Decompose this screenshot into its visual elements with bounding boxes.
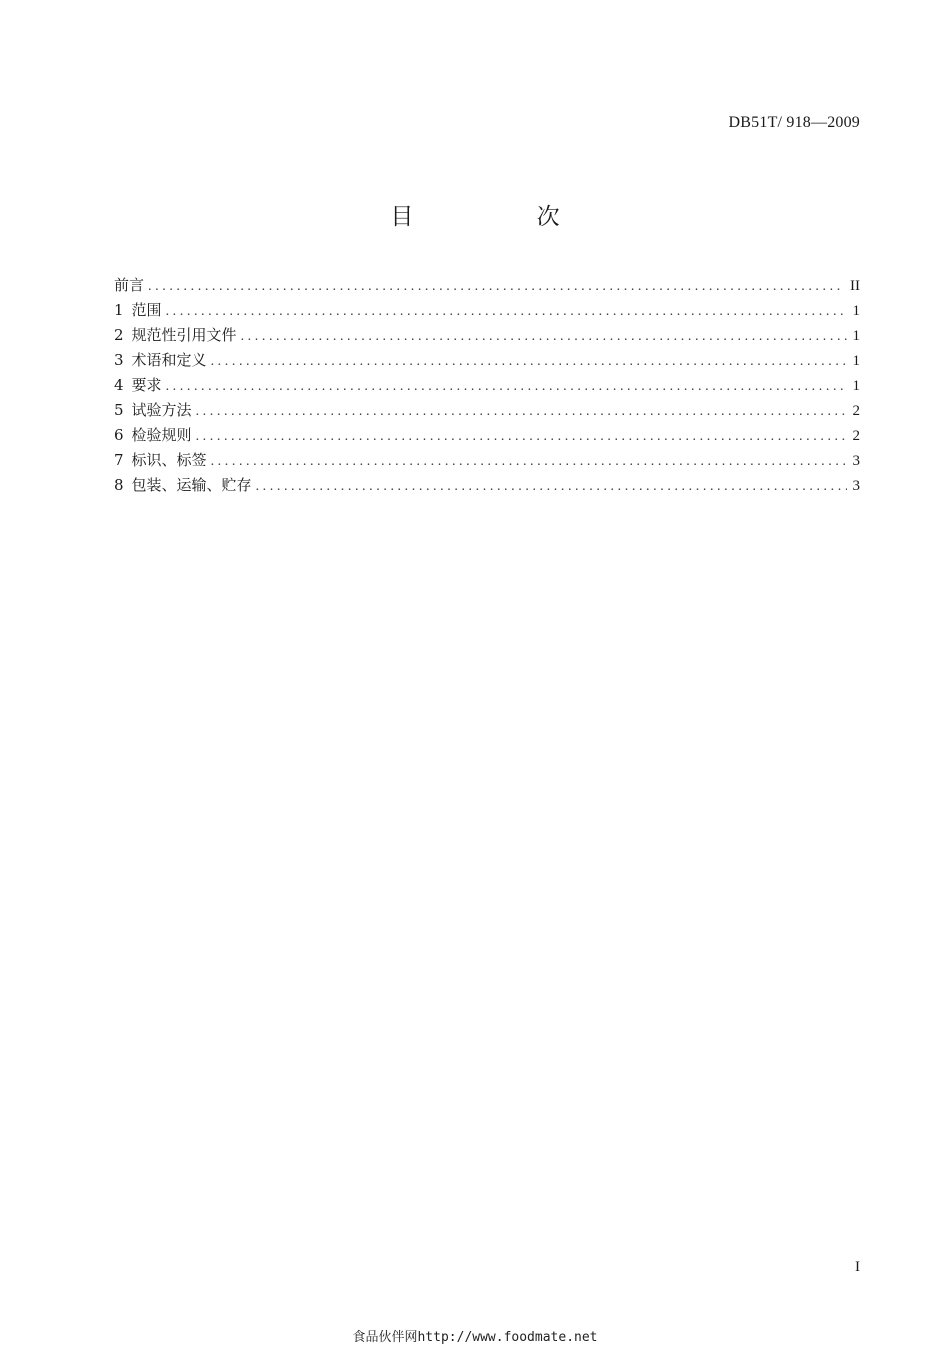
toc-entry-packaging-transport-storage[interactable] xyxy=(114,474,860,499)
dot-leader xyxy=(211,354,847,370)
toc-page-number: 1 xyxy=(852,328,860,344)
toc-page-number: 3 xyxy=(852,453,860,469)
dot-leader xyxy=(241,329,847,345)
toc-entry-label: 8 包装、运输、贮存 xyxy=(114,476,252,494)
toc-page-number: II xyxy=(850,278,860,294)
dot-leader xyxy=(148,279,844,295)
toc-section-number: 1 xyxy=(114,301,124,319)
standard-code: DB51T/ 918—2009 xyxy=(728,114,860,131)
toc-entry-inspection-rules[interactable] xyxy=(114,424,860,449)
toc-page-number: 1 xyxy=(852,353,860,369)
dot-leader xyxy=(256,479,847,495)
toc-entry-marking-labeling[interactable] xyxy=(114,449,860,474)
toc-section-number: 4 xyxy=(114,376,124,394)
dot-leader xyxy=(166,379,847,395)
toc-page-number: 2 xyxy=(852,428,860,444)
toc-entry-label: 1 范围 xyxy=(114,301,162,319)
toc-page-number: 2 xyxy=(852,403,860,419)
dot-leader xyxy=(196,429,847,445)
page-number: I xyxy=(855,1259,860,1275)
toc-entry-terms-definitions[interactable] xyxy=(114,349,860,374)
toc-entry-label: 2 规范性引用文件 xyxy=(114,326,237,344)
toc-entry-label: 前言 xyxy=(114,276,145,294)
toc-section-number: 5 xyxy=(114,401,124,419)
toc-section-number: 3 xyxy=(114,351,124,369)
source-watermark: 食品伙伴网http://www.foodmate.net xyxy=(352,1330,598,1345)
toc-section-number: 8 xyxy=(114,476,124,494)
page-title: 目 次 xyxy=(390,204,618,230)
toc-entry-normative-references[interactable] xyxy=(114,324,860,349)
toc-section-number: 7 xyxy=(114,451,124,469)
dot-leader xyxy=(166,304,847,320)
toc-entry-foreword[interactable] xyxy=(114,274,860,299)
dot-leader xyxy=(211,454,847,470)
toc-page-number: 3 xyxy=(852,478,860,494)
toc-entry-label: 4 要求 xyxy=(114,376,162,394)
table-of-contents xyxy=(114,274,860,499)
toc-page-number: 1 xyxy=(852,303,860,319)
toc-entry-scope[interactable] xyxy=(114,299,860,324)
toc-section-number: 2 xyxy=(114,326,124,344)
toc-entry-requirements[interactable] xyxy=(114,374,860,399)
toc-entry-label: 5 试验方法 xyxy=(114,401,192,419)
toc-entry-label: 3 术语和定义 xyxy=(114,351,207,369)
toc-section-number: 6 xyxy=(114,426,124,444)
toc-page-number: 1 xyxy=(852,378,860,394)
dot-leader xyxy=(196,404,847,420)
toc-entry-label: 7 标识、标签 xyxy=(114,451,207,469)
toc-entry-label: 6 检验规则 xyxy=(114,426,192,444)
toc-entry-test-methods[interactable] xyxy=(114,399,860,424)
